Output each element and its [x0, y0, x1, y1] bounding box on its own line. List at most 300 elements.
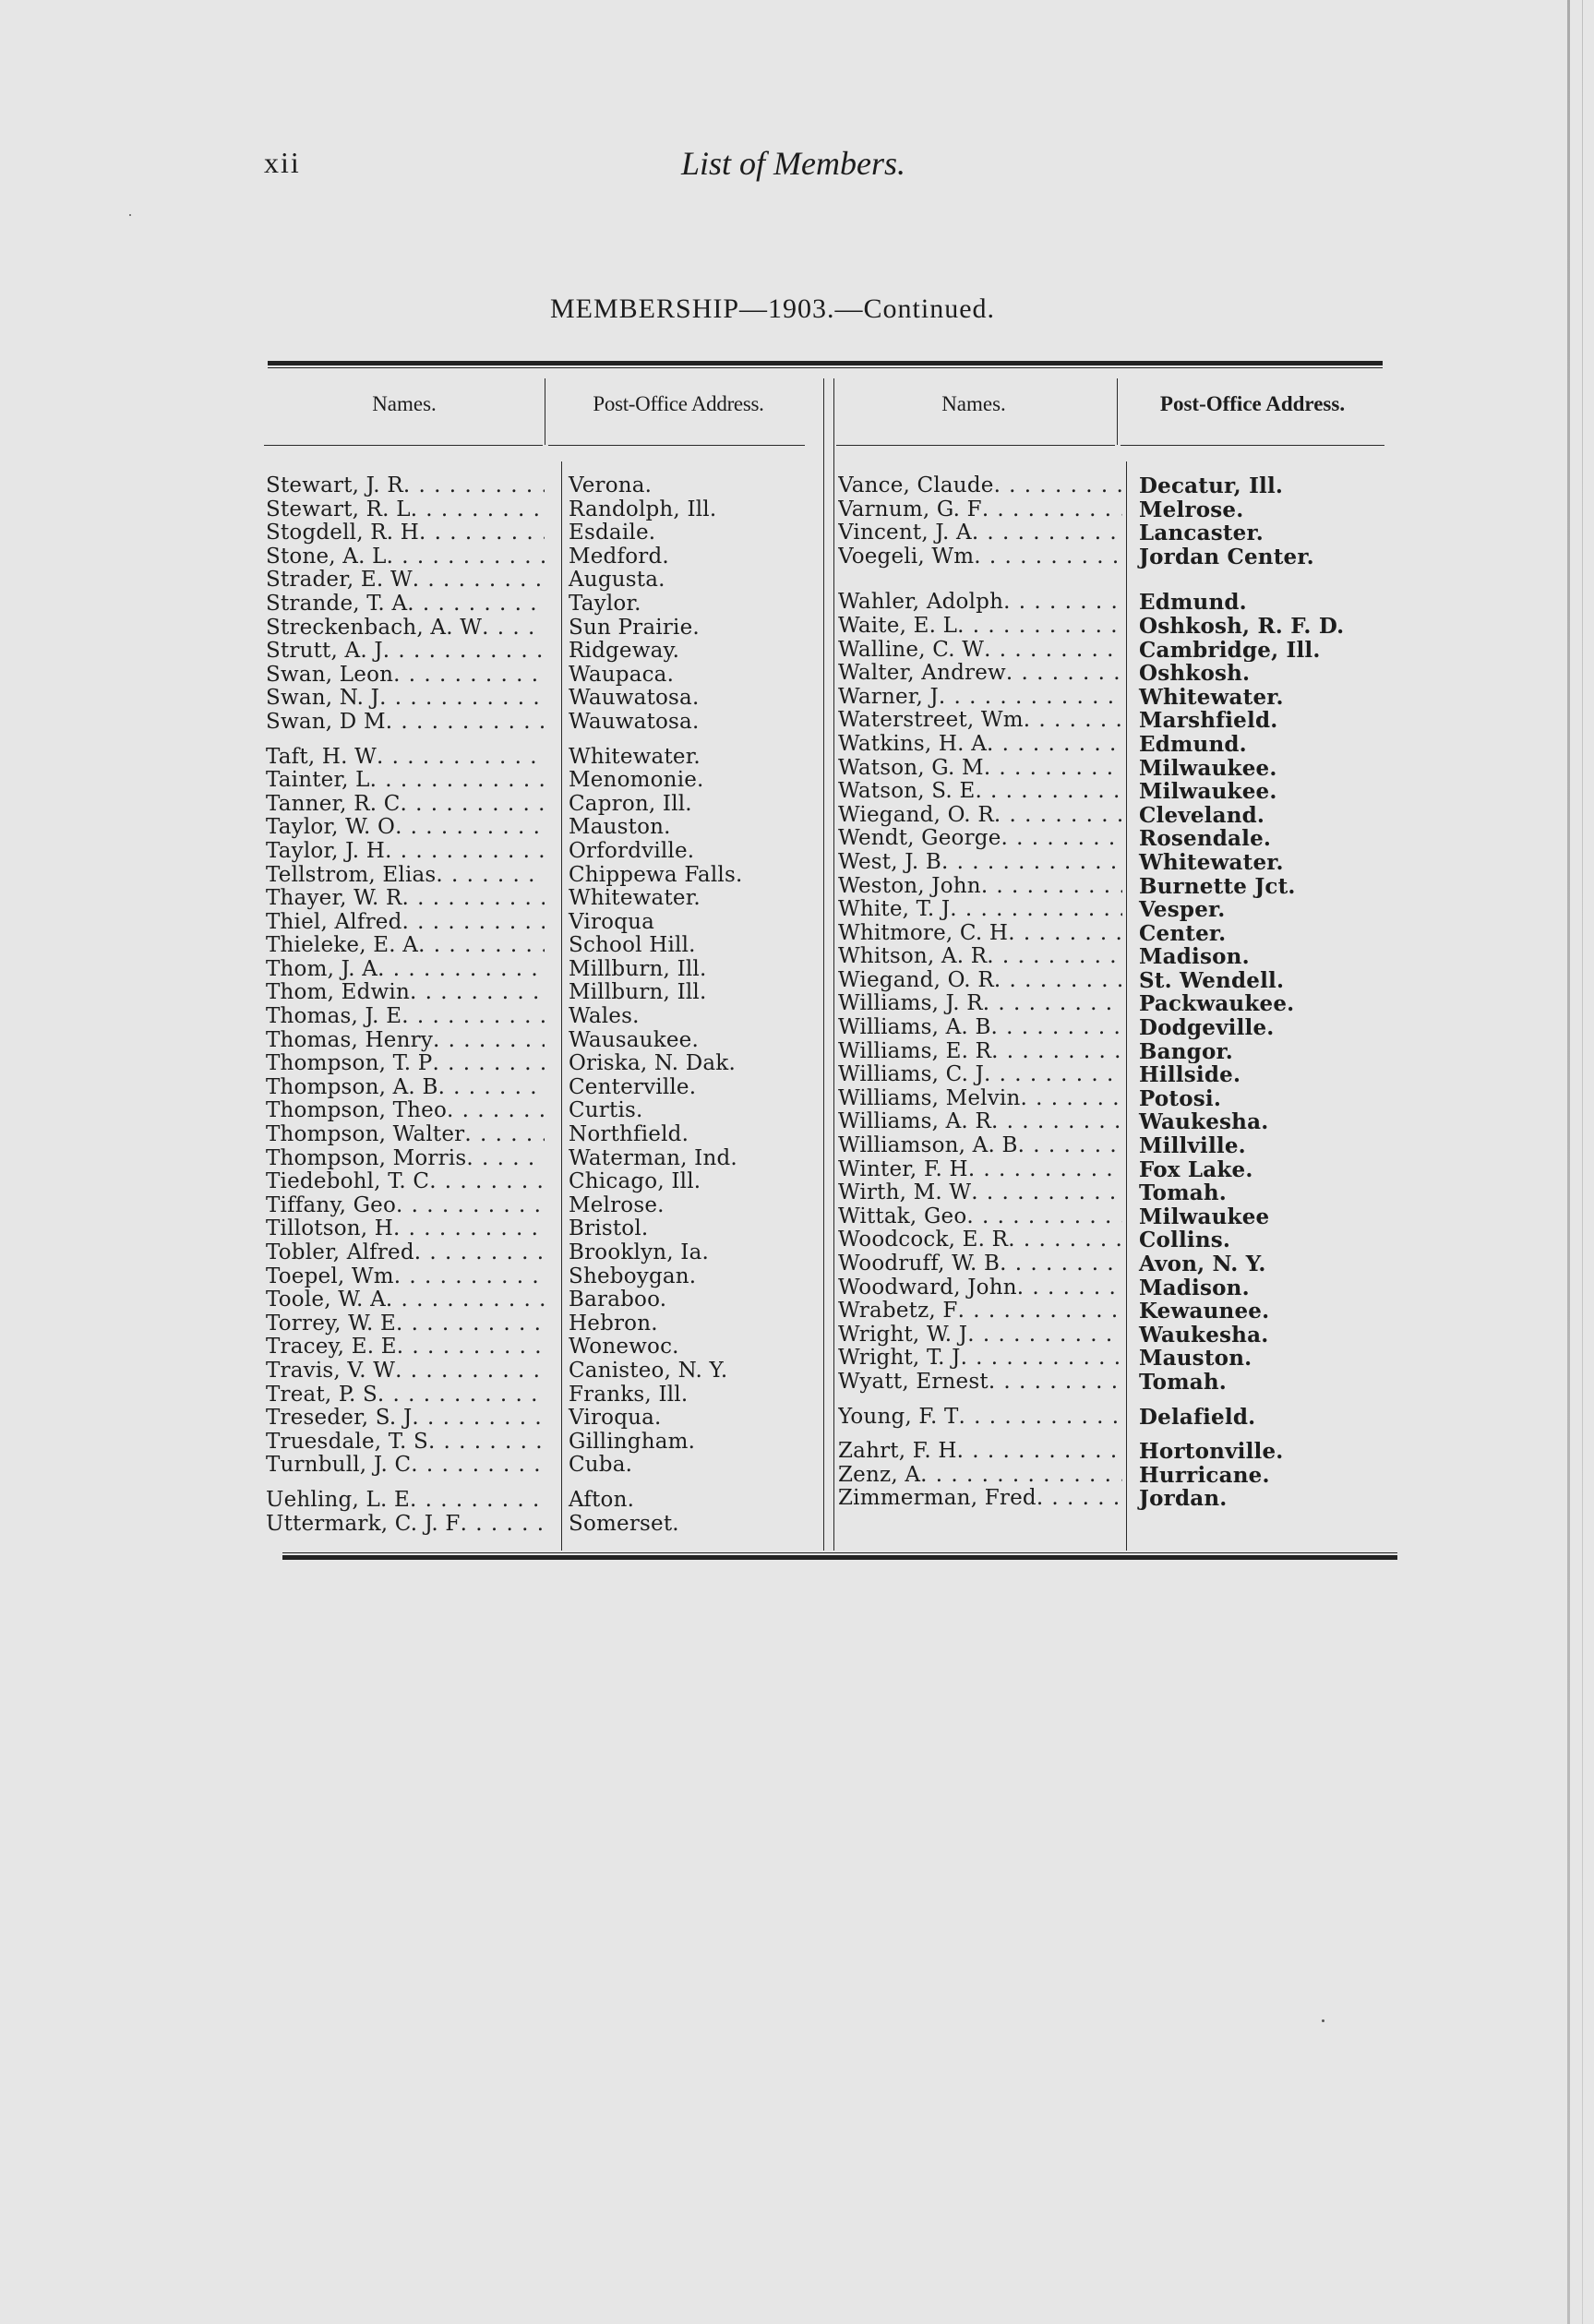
- member-row: [838, 498, 1122, 522]
- member-name: Wahler, Adolph: [838, 591, 1004, 615]
- row-spacer: [1137, 1429, 1391, 1440]
- leader-dots: [974, 545, 1122, 569]
- member-row: [838, 474, 1122, 498]
- member-address: Ridgeway.: [569, 640, 680, 664]
- member-address: Oriska, N. Dak.: [569, 1052, 736, 1076]
- member-name: Tillotson, H: [266, 1217, 394, 1241]
- member-row: [266, 1360, 545, 1384]
- member-row: [266, 1123, 545, 1147]
- page-edge-shadow: [1567, 0, 1570, 2324]
- member-row: [266, 958, 545, 982]
- member-row: [266, 1217, 545, 1241]
- member-row: [838, 1252, 1122, 1276]
- member-row: [838, 1464, 1122, 1488]
- leader-dots: [377, 746, 545, 770]
- row-spacer: [266, 735, 545, 746]
- member-address: Viroqua: [569, 910, 655, 934]
- member-name: Treseder, S. J: [266, 1407, 413, 1431]
- member-address: Augusta.: [569, 569, 665, 593]
- leader-dots: [433, 1029, 545, 1053]
- member-address: Oshkosh.: [1139, 662, 1251, 686]
- member-row: [266, 1052, 545, 1076]
- member-row: [838, 898, 1122, 922]
- member-address: Madison.: [1139, 1276, 1250, 1300]
- member-row: [838, 1134, 1122, 1158]
- member-address: Franks, Ill.: [569, 1383, 689, 1407]
- leader-dots: [383, 640, 545, 664]
- page-edge-line: [1582, 0, 1583, 2324]
- leader-dots: [386, 1288, 545, 1312]
- member-row: [838, 827, 1122, 851]
- leader-dots: [396, 1194, 545, 1218]
- member-address: Rosendale.: [1139, 827, 1272, 851]
- member-row: [838, 1228, 1122, 1252]
- member-address: Melrose.: [1139, 497, 1244, 522]
- member-row: [266, 1489, 545, 1513]
- member-row: [838, 757, 1122, 781]
- running-title: List of Members.: [681, 145, 905, 182]
- member-row: [266, 1194, 545, 1218]
- member-name: Watson, G. M: [838, 756, 984, 780]
- member-row: [838, 875, 1122, 899]
- member-address: Cuba.: [569, 1454, 633, 1478]
- member-row: [266, 1288, 545, 1312]
- leader-dots: [419, 521, 545, 545]
- member-address: Waukesha.: [1139, 1110, 1269, 1135]
- leader-dots: [961, 1347, 1122, 1371]
- member-name: Tainter, L: [266, 769, 370, 793]
- member-address: Whitewater.: [569, 887, 701, 911]
- leader-dots: [991, 1016, 1122, 1040]
- member-address: Whitewater.: [1139, 685, 1284, 710]
- member-row: [266, 664, 545, 688]
- member-address: Curtis.: [569, 1099, 643, 1123]
- member-row: [266, 1431, 545, 1455]
- leader-dots: [466, 1147, 545, 1171]
- leader-dots: [412, 1407, 545, 1431]
- member-address: Oshkosh, R. F. D.: [1139, 614, 1345, 639]
- member-address: Marshfield.: [1139, 709, 1278, 733]
- member-row: [266, 1513, 545, 1537]
- member-name: Thompson, A. B: [266, 1075, 438, 1099]
- member-name: Whitson, A. R: [838, 945, 988, 969]
- leader-dots: [1008, 1228, 1122, 1252]
- member-address: Baraboo.: [569, 1288, 667, 1312]
- leader-dots: [413, 569, 545, 593]
- member-name: Williamson, A. B: [838, 1134, 1018, 1158]
- member-address: Gillingham.: [569, 1430, 696, 1454]
- member-address: Milwaukee.: [1139, 780, 1277, 804]
- leader-dots: [401, 793, 545, 817]
- member-row: [266, 474, 545, 498]
- member-name: Uttermark, C. J. F: [266, 1512, 461, 1536]
- member-address: Waupaca.: [569, 663, 675, 687]
- member-name: Thomas, J. E: [266, 1005, 402, 1029]
- leader-dots: [1037, 1487, 1122, 1511]
- member-address: Millville.: [1139, 1134, 1246, 1158]
- member-name: Watkins, H. A: [838, 732, 988, 756]
- member-name: Strande, T. A: [266, 592, 408, 616]
- leader-dots: [1017, 1276, 1122, 1300]
- header-underline: [264, 445, 543, 446]
- leader-dots: [939, 686, 1122, 710]
- member-name: Wyatt, Ernest: [838, 1370, 989, 1394]
- member-row: [266, 640, 545, 664]
- member-name: Stewart, R. L: [266, 497, 411, 521]
- member-name: Taft, H. W: [266, 745, 377, 769]
- leader-dots: [991, 1110, 1122, 1134]
- leader-dots: [994, 474, 1122, 498]
- leader-dots: [994, 804, 1122, 828]
- member-row: [266, 793, 545, 817]
- member-name: Streckenbach, A. W: [266, 616, 483, 640]
- right-names-column: [838, 474, 1122, 1511]
- member-name: Thompson, Theo: [266, 1099, 448, 1123]
- leader-dots: [994, 969, 1122, 993]
- member-name: Travis, V. W: [266, 1359, 396, 1383]
- leader-dots: [1008, 922, 1122, 946]
- member-name: Williams, Melvin: [838, 1086, 1021, 1110]
- member-address: Jordan.: [1139, 1487, 1228, 1511]
- header-address-left: Post-Office Address.: [593, 392, 764, 415]
- member-row: [266, 1147, 545, 1171]
- member-row: [838, 709, 1122, 733]
- member-row: [838, 969, 1122, 993]
- member-address: Hurricane.: [1139, 1463, 1270, 1488]
- leader-dots: [396, 1312, 545, 1336]
- member-name: Stogdell, R. H: [266, 521, 420, 545]
- member-address: Melrose.: [569, 1193, 665, 1217]
- member-row: [838, 804, 1122, 828]
- member-address: Millburn, Ill.: [569, 957, 707, 981]
- row-spacer: [838, 1395, 1122, 1406]
- leader-dots: [436, 864, 545, 888]
- leader-dots: [1006, 662, 1122, 686]
- leader-dots: [987, 945, 1122, 969]
- member-address: Randolph, Ill.: [569, 497, 717, 521]
- column-divider: [833, 378, 834, 1551]
- member-address: Mauston.: [1139, 1347, 1252, 1371]
- member-address: Avon, N. Y.: [1139, 1252, 1266, 1276]
- member-name: Voegeli, Wm: [838, 545, 975, 569]
- member-name: Uehling, L. E: [266, 1488, 410, 1512]
- leader-dots: [958, 1300, 1122, 1324]
- member-address: Viroqua.: [569, 1407, 662, 1431]
- header-address-right: Post-Office Address.: [1159, 392, 1346, 415]
- member-name: Williams, J. R: [838, 992, 983, 1016]
- leader-dots: [991, 1040, 1122, 1064]
- leader-dots: [370, 769, 545, 793]
- member-name: Wittak, Geo: [838, 1204, 967, 1228]
- leader-dots: [402, 911, 545, 935]
- member-address: Hillside.: [1139, 1063, 1241, 1087]
- left-names-column: [266, 474, 545, 1536]
- member-name: Tanner, R. C: [266, 792, 401, 816]
- member-name: Williams, E. R: [838, 1039, 992, 1063]
- header-underline: [836, 445, 1115, 446]
- leader-dots: [428, 1431, 545, 1455]
- member-row: [266, 816, 545, 840]
- member-row: [838, 591, 1122, 615]
- member-address: Decatur, Ill.: [1139, 474, 1284, 498]
- member-address: Cleveland.: [1139, 803, 1265, 828]
- leader-dots: [968, 1158, 1122, 1182]
- member-address: Capron, Ill.: [569, 792, 692, 816]
- member-row: [266, 1312, 545, 1336]
- member-address: Sheboygan.: [569, 1264, 697, 1288]
- member-row: [266, 711, 545, 735]
- member-name: Young, F. T: [838, 1405, 959, 1429]
- member-name: Walter, Andrew: [838, 662, 1006, 686]
- leader-dots: [410, 981, 545, 1005]
- member-row: [266, 864, 545, 888]
- row-spacer: [838, 569, 1122, 580]
- member-name: Toepel, Wm: [266, 1264, 394, 1288]
- member-row: [838, 992, 1122, 1016]
- leader-dots: [394, 1265, 545, 1289]
- member-row: [838, 615, 1122, 639]
- member-row: [266, 593, 545, 617]
- member-address: Fox Lake.: [1139, 1157, 1253, 1182]
- member-address: Millburn, Ill.: [569, 981, 707, 1005]
- right-address-column: [1137, 474, 1391, 1511]
- leader-dots: [1000, 1252, 1122, 1276]
- member-name: Weston, John: [838, 874, 981, 898]
- member-address: Wauwatosa.: [569, 710, 700, 734]
- member-row: [838, 1181, 1122, 1205]
- leader-dots: [414, 1241, 545, 1265]
- leader-dots: [385, 840, 545, 864]
- leader-dots: [395, 816, 545, 840]
- member-name: West, J. B: [838, 850, 942, 874]
- member-name: Winter, F. H: [838, 1157, 968, 1181]
- member-row: [838, 1205, 1122, 1229]
- member-name: Walline, C. W: [838, 638, 985, 662]
- table-bottom-rule: [282, 1552, 1397, 1560]
- member-row: [838, 1158, 1122, 1182]
- member-name: Wirth, M. W: [838, 1181, 972, 1205]
- leader-dots: [983, 992, 1122, 1016]
- member-address: Whitewater.: [1139, 850, 1284, 875]
- column-divider: [823, 378, 824, 1551]
- member-address: Milwaukee.: [1139, 756, 1277, 781]
- table-top-rule: [268, 361, 1383, 368]
- member-row: [266, 687, 545, 711]
- leader-dots: [975, 780, 1122, 804]
- leader-dots: [411, 498, 545, 522]
- member-name: Thompson, T. P: [266, 1052, 433, 1076]
- member-address: Sun Prairie.: [569, 616, 700, 640]
- member-row: [266, 545, 545, 569]
- member-address: Whitewater.: [569, 745, 701, 769]
- member-address: Wonewoc.: [569, 1336, 679, 1360]
- member-name: Williams, A. R: [838, 1110, 991, 1134]
- member-address: Bristol.: [569, 1217, 649, 1241]
- member-row: [266, 617, 545, 641]
- leader-dots: [464, 1123, 545, 1147]
- row-spacer: [1137, 580, 1391, 591]
- member-name: Swan, Leon: [266, 663, 394, 687]
- member-name: Woodward, John: [838, 1276, 1017, 1300]
- member-row: [838, 1087, 1122, 1111]
- member-name: Warner, J: [838, 685, 939, 709]
- leader-dots: [959, 1406, 1122, 1430]
- member-address: Chicago, Ill.: [569, 1170, 701, 1194]
- member-row: [266, 1029, 545, 1053]
- member-name: Woodcock, E. R: [838, 1228, 1009, 1252]
- member-address: Center.: [1139, 921, 1227, 946]
- member-address: Brooklyn, Ia.: [569, 1241, 710, 1264]
- member-name: Treat, P. S: [266, 1383, 378, 1407]
- member-row: [266, 981, 545, 1005]
- leader-dots: [386, 711, 545, 735]
- member-address: Mauston.: [569, 816, 671, 840]
- member-name: Zahrt, F. H: [838, 1440, 957, 1464]
- page-number: xii: [264, 146, 301, 179]
- header-names-right: Names.: [941, 392, 1006, 415]
- leader-dots: [1018, 1134, 1122, 1158]
- member-address: Chippewa Falls.: [569, 863, 743, 887]
- member-address: Hebron.: [569, 1312, 658, 1336]
- leader-dots: [987, 733, 1122, 757]
- leader-dots: [972, 521, 1122, 545]
- leader-dots: [447, 1099, 545, 1123]
- member-name: Wright, T. J: [838, 1347, 961, 1371]
- member-name: Truesdale, T. S: [266, 1430, 428, 1454]
- member-address: Medford.: [569, 545, 669, 569]
- member-name: White, T. J: [838, 898, 951, 922]
- member-row: [266, 1265, 545, 1289]
- leader-dots: [432, 1052, 545, 1076]
- member-address: Wales.: [569, 1005, 640, 1029]
- member-name: Thomas, Henry: [266, 1028, 434, 1052]
- member-row: [838, 662, 1122, 686]
- member-row: [266, 1005, 545, 1029]
- leader-dots: [1003, 591, 1122, 615]
- leader-dots: [966, 1205, 1122, 1229]
- member-name: Waite, E. L: [838, 614, 958, 638]
- leader-dots: [1024, 709, 1122, 733]
- member-row: [838, 1324, 1122, 1348]
- member-address: Bangor.: [1139, 1039, 1233, 1064]
- member-address: Delafield.: [1139, 1405, 1256, 1430]
- column-divider: [561, 461, 562, 1551]
- member-row: [266, 569, 545, 593]
- member-address: Tomah.: [1139, 1370, 1227, 1395]
- member-row: [838, 1063, 1122, 1087]
- leader-dots: [378, 958, 545, 982]
- member-row: [838, 851, 1122, 875]
- leader-dots: [461, 1513, 545, 1537]
- member-name: Wiegand, O. R: [838, 968, 994, 992]
- member-name: Wright, W. J: [838, 1323, 968, 1347]
- member-row: [838, 1016, 1122, 1040]
- leader-dots: [971, 1181, 1122, 1205]
- member-address: Cambridge, Ill.: [1139, 638, 1321, 663]
- member-address: Esdaile.: [569, 521, 656, 545]
- leader-dots: [402, 887, 545, 911]
- member-name: Watson, S. E: [838, 780, 976, 804]
- member-row: [266, 521, 545, 545]
- leader-dots: [1001, 827, 1122, 851]
- member-name: Tracey, E. E: [266, 1336, 397, 1360]
- member-row: [838, 1300, 1122, 1324]
- member-address: Waterman, Ind.: [569, 1146, 737, 1170]
- member-row: [838, 1347, 1122, 1371]
- leader-dots: [967, 1324, 1122, 1348]
- member-row: [838, 521, 1122, 545]
- member-name: Torrey, W. E: [266, 1312, 396, 1336]
- member-address: Hortonville.: [1139, 1440, 1284, 1464]
- member-name: Taylor, W. O: [266, 816, 396, 840]
- member-address: Packwaukee.: [1139, 992, 1295, 1017]
- member-name: Swan, N. J: [266, 687, 380, 711]
- member-name: Tiedebohl, T. C: [266, 1170, 430, 1194]
- paper-speck: [129, 214, 131, 216]
- leader-dots: [920, 1464, 1122, 1488]
- member-address: Taylor.: [569, 592, 641, 616]
- member-name: Stone, A. L: [266, 545, 387, 569]
- member-row: [838, 1440, 1122, 1464]
- member-row: [266, 1407, 545, 1431]
- leader-dots: [397, 1336, 545, 1360]
- member-row: [266, 498, 545, 522]
- leader-dots: [984, 1063, 1122, 1087]
- row-spacer: [266, 1478, 545, 1489]
- member-address: St. Wendell.: [1139, 968, 1285, 993]
- member-address: Jordan Center.: [1139, 545, 1314, 569]
- member-row: [838, 922, 1122, 946]
- member-row: [838, 945, 1122, 969]
- leader-dots: [387, 545, 545, 569]
- member-row: [838, 639, 1122, 663]
- member-name: Vincent, J. A: [838, 521, 972, 545]
- member-row: [266, 934, 545, 958]
- member-name: Wiegand, O. R: [838, 803, 994, 827]
- leader-dots: [403, 474, 545, 498]
- member-address: Wausaukee.: [569, 1028, 699, 1052]
- paper-speck: [1322, 2019, 1324, 2022]
- member-row: [838, 733, 1122, 757]
- member-name: Thieleke, E. A: [266, 934, 419, 958]
- member-row: [838, 1487, 1122, 1511]
- member-address: Vesper.: [1139, 898, 1226, 922]
- member-address: Waukesha.: [1139, 1323, 1269, 1348]
- member-address: Edmund.: [1139, 591, 1247, 615]
- leader-dots: [957, 1440, 1122, 1464]
- member-row: [266, 1454, 545, 1478]
- member-address: Somerset.: [569, 1512, 679, 1536]
- member-name: Williams, A. B: [838, 1016, 991, 1040]
- header-underline: [1121, 445, 1384, 446]
- member-address: Tomah.: [1139, 1181, 1227, 1205]
- leader-dots: [393, 1217, 545, 1241]
- member-name: Vance, Claude: [838, 474, 994, 497]
- row-spacer: [1137, 569, 1391, 580]
- member-row: [838, 1406, 1122, 1430]
- member-name: Turnbull, J. C: [266, 1454, 412, 1478]
- member-address: Dodgeville.: [1139, 1016, 1275, 1040]
- row-spacer: [838, 1429, 1122, 1440]
- member-name: Tiffany, Geo: [266, 1193, 397, 1217]
- member-row: [266, 1241, 545, 1265]
- member-name: Zimmerman, Fred: [838, 1487, 1037, 1511]
- member-address: Centerville.: [569, 1075, 697, 1099]
- member-name: Thom, J. A: [266, 957, 378, 981]
- member-row: [838, 686, 1122, 710]
- member-name: Toole, W. A: [266, 1288, 386, 1312]
- member-address: Verona.: [569, 474, 653, 497]
